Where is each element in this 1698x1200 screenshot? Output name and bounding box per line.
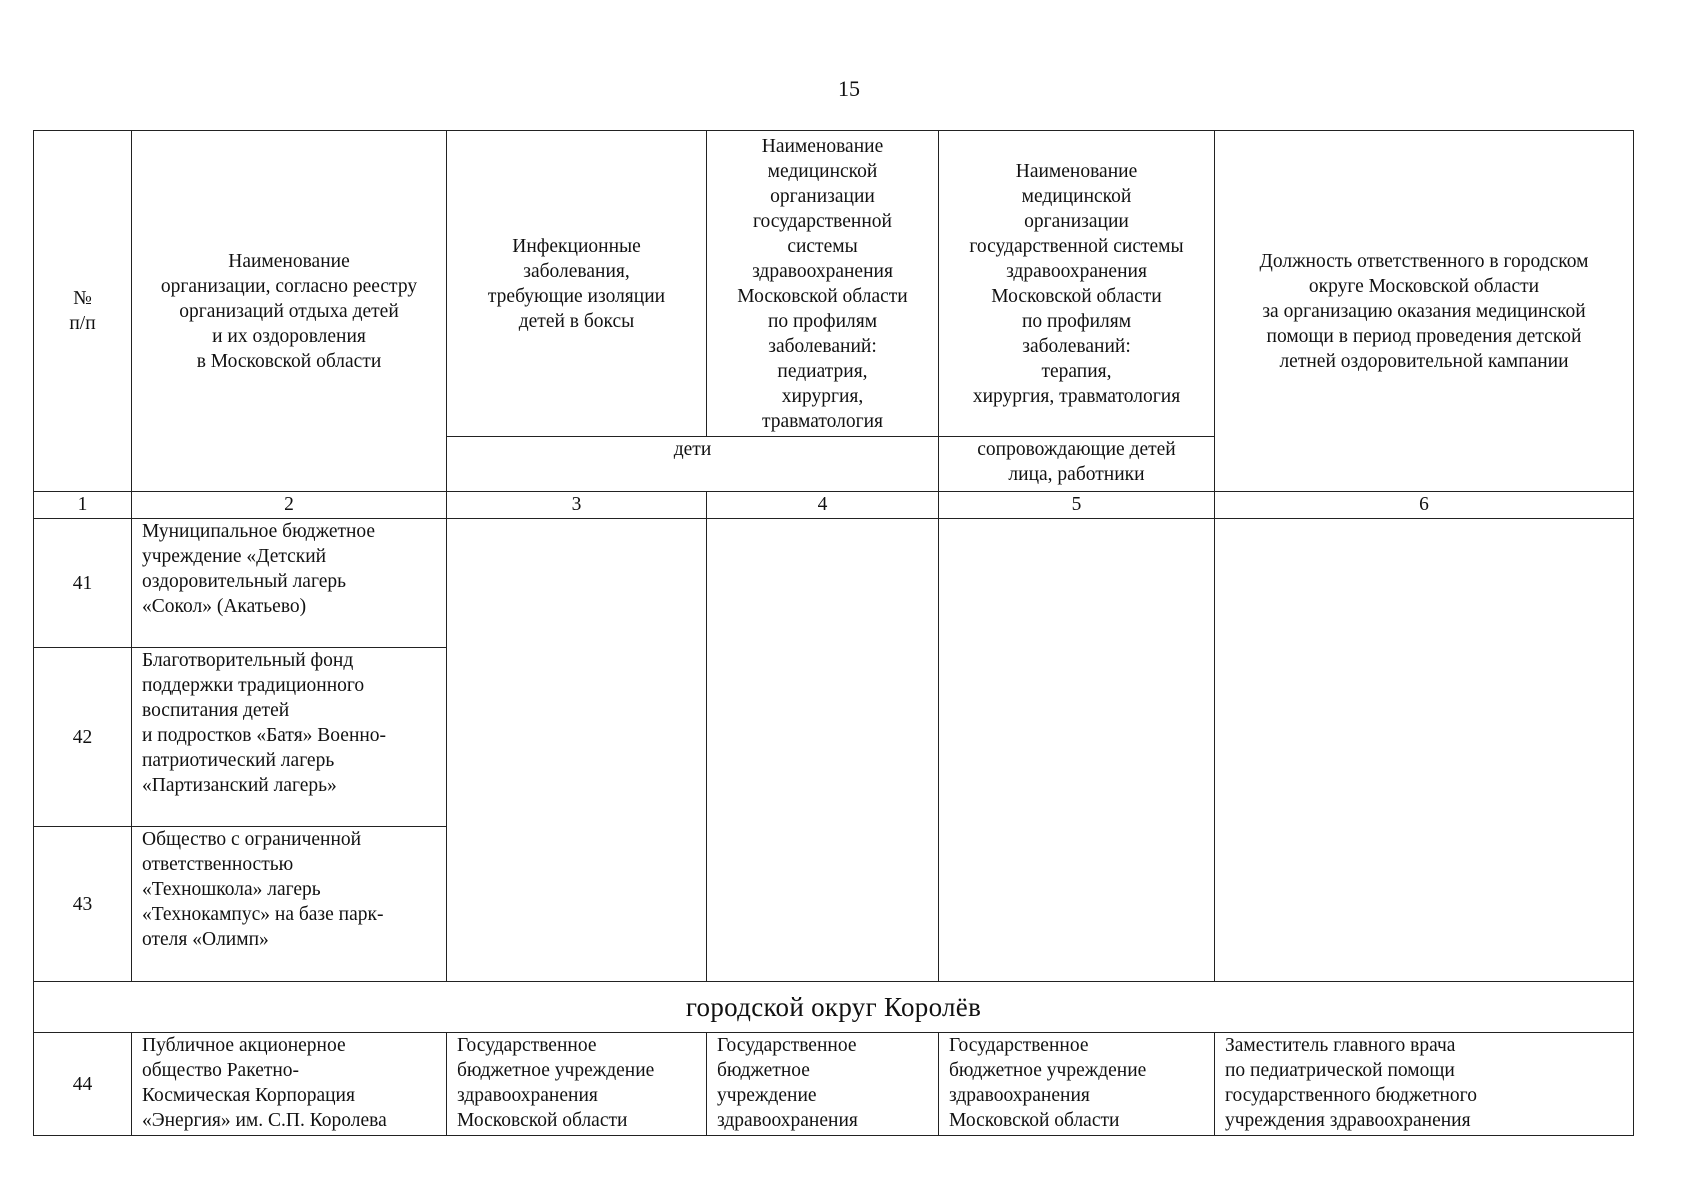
header-organization: Наименование организации, согласно реестру организаций отдыха детей и их оздоровления в Московской области (132, 131, 447, 492)
row-number: 41 (34, 519, 132, 648)
organization-name: Муниципальное бюджетное учреждение «Детский оздоровительный лагерь «Сокол» (Акатьево) (132, 519, 447, 648)
header-sub-children: дети (447, 437, 939, 492)
main-table (33, 130, 1634, 1136)
header-medical-org-staff: Наименование медицинской организации государственной системы здравоохранения Московской области по профилям заболеваний: терапия, хирургия, травматология (939, 131, 1215, 437)
organization-name: Публичное акционерное общество Ракетно- Космическая Корпорация «Энергия» им. С.П. Королева (132, 1033, 447, 1136)
column-number: 2 (132, 492, 447, 519)
header-responsible-position: Должность ответственного в городском округе Московской области за организацию оказания медицинской помощи в период проведения детской летней оздоровительной кампании (1215, 131, 1634, 492)
column-number: 3 (447, 492, 707, 519)
row-number: 43 (34, 827, 132, 982)
merged-empty-cell (707, 519, 939, 982)
column-number-row (34, 492, 1634, 519)
row-number: 42 (34, 648, 132, 827)
table-row (34, 519, 1634, 648)
row-number: 44 (34, 1033, 132, 1136)
district-row (34, 982, 1634, 1033)
header-medical-org-children: Наименование медицинской организации государственной системы здравоохранения Московской области по профилям заболеваний: педиатрия, хирургия, травматология (707, 131, 939, 437)
merged-empty-cell (447, 519, 707, 982)
table-row (34, 1033, 1634, 1136)
organization-name: Общество с ограниченной ответственностью «Техношкола» лагерь «Технокампус» на базе парк- отеля «Олимп» (132, 827, 447, 982)
merged-empty-cell (939, 519, 1215, 982)
column-number: 6 (1215, 492, 1634, 519)
column-number: 1 (34, 492, 132, 519)
district-heading: городской округ Королёв (34, 982, 1634, 1033)
column-number: 5 (939, 492, 1215, 519)
infectious-diseases-cell: Государственное бюджетное учреждение здравоохранения Московской области (447, 1033, 707, 1136)
header-number: № п/п (34, 131, 132, 492)
header-row (34, 131, 1634, 437)
header-infectious-diseases: Инфекционные заболевания, требующие изоляции детей в боксы (447, 131, 707, 437)
organization-name: Благотворительный фонд поддержки традиционного воспитания детей и подростков «Батя» Военно- патриотический лагерь «Партизанский лагерь» (132, 648, 447, 827)
medical-org-staff-cell: Государственное бюджетное учреждение здравоохранения Московской области (939, 1033, 1215, 1136)
merged-empty-cell (1215, 519, 1634, 982)
responsible-position-cell: Заместитель главного врача по педиатрической помощи государственного бюджетного учреждения здравоохранения (1215, 1033, 1634, 1136)
column-number: 4 (707, 492, 939, 519)
header-sub-staff: сопровождающие детей лица, работники (939, 437, 1215, 492)
page-number: 15 (838, 76, 860, 101)
medical-org-children-cell: Государственное бюджетное учреждение здравоохранения (707, 1033, 939, 1136)
